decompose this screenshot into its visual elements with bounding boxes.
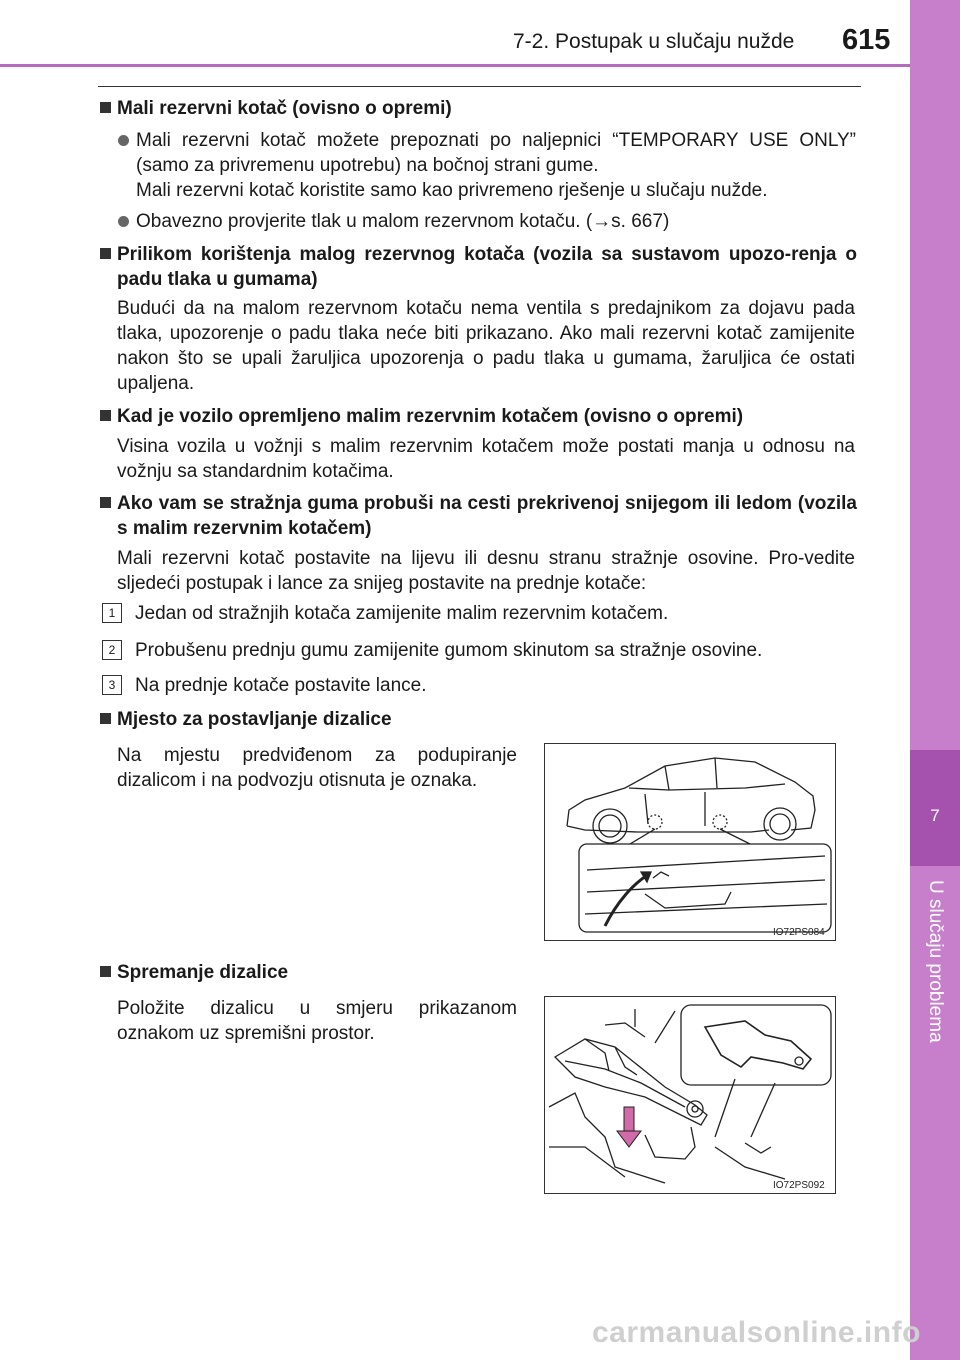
heading-tpms: Prilikom korištenja malog rezervnog kotača (vozila sa sustavom upozo-renja o padu tlaka u gumama) bbox=[100, 242, 857, 292]
paragraph-snow-chains: Mali rezervni kotač postavite na lijevu ili desnu stranu stražnje osovine. Pro-vedite sljedeći postupak i lance za snijeg postavite na prednje kotače: bbox=[117, 548, 855, 594]
heading-square-icon bbox=[100, 713, 111, 724]
heading-jack-point: Mjesto za postavljanje dizalice bbox=[100, 707, 857, 732]
step-number: 2 bbox=[102, 640, 122, 660]
jack-storage-illustration bbox=[545, 997, 835, 1193]
header-rule bbox=[0, 64, 910, 67]
heading-square-icon bbox=[100, 102, 111, 113]
paragraph-tpms: Budući da na malom rezervnom kotaču nema ventila s predajnikom za dojavu pada tlaka, upozorenje o padu tlaka neće biti prikazano. Ako mali rezervni kotač zamijenite nakon što se upali žaruljica upozorenja o padu tlaka u gumama, žaruljica će ostati upaljena. bbox=[117, 298, 855, 394]
car-jack-point-illustration bbox=[545, 744, 835, 940]
section-title: 7-2. Postupak u slučaju nužde bbox=[513, 30, 795, 53]
heading-snow-chains: Ako vam se stražnja guma probuši na cesti prekrivenoj snijegom ili ledom (vozila s malim rezervnim kotačem) bbox=[100, 491, 857, 541]
jack-point-figure bbox=[544, 743, 836, 941]
bullet-temporary-label: Mali rezervni kotač možete prepoznati po naljepnici “TEMPORARY USE ONLY” (samo za privremenu upotrebu) na bočnoj strani gume. bbox=[100, 128, 856, 178]
content-top-rule bbox=[98, 86, 861, 87]
heading-square-icon bbox=[100, 497, 111, 508]
chapter-title: U slučaju problema bbox=[925, 880, 946, 1043]
heading-jack-storage: Spremanje dizalice bbox=[100, 960, 857, 985]
step-item: 1 Jedan od stražnjih kotača zamijenite malim rezervnim kotačem. bbox=[102, 601, 875, 626]
figure-code: IO72PS084 bbox=[773, 927, 825, 938]
step-number: 1 bbox=[102, 603, 122, 623]
bullet-temporary-note: Mali rezervni kotač koristite samo kao privremeno rješenje u slučaju nužde. bbox=[136, 180, 768, 201]
page-number: 615 bbox=[842, 24, 891, 56]
paragraph-jack-point: Na mjestu predviđenom za podupiranje dizalicom i na podvozju otisnuta je oznaka. bbox=[117, 745, 517, 791]
heading-square-icon bbox=[100, 410, 111, 421]
bullet-pressure: Obavezno provjerite tlak u malom rezervnom kotaču. (→s. 667) bbox=[100, 209, 856, 234]
bullet-dot-icon bbox=[118, 216, 129, 227]
step-item: 3 Na prednje kotače postavite lance. bbox=[102, 673, 875, 698]
heading-square-icon bbox=[100, 248, 111, 259]
chapter-number: 7 bbox=[930, 806, 940, 825]
chapter-side-tab bbox=[910, 0, 960, 1360]
heading-spare-wheel: Mali rezervni kotač (ovisno o opremi) bbox=[100, 96, 857, 121]
paragraph-jack-storage: Položite dizalicu u smjeru prikazanom oznakom uz spremišni prostor. bbox=[117, 998, 517, 1044]
bullet-dot-icon bbox=[118, 135, 129, 146]
watermark: carmanualsonline.info bbox=[592, 1316, 921, 1349]
heading-vehicle-height: Kad je vozilo opremljeno malim rezervnim kotačem (ovisno o opremi) bbox=[100, 404, 857, 429]
figure-code: IO72PS092 bbox=[773, 1180, 825, 1191]
step-number: 3 bbox=[102, 675, 122, 695]
step-item: 2 Probušenu prednju gumu zamijenite gumom skinutom sa stražnje osovine. bbox=[102, 638, 875, 663]
jack-storage-figure bbox=[544, 996, 836, 1194]
paragraph-vehicle-height: Visina vozila u vožnji s malim rezervnim kotačem može postati manja u odnosu na vožnju sa standardnim kotačima. bbox=[117, 436, 855, 482]
heading-square-icon bbox=[100, 966, 111, 977]
